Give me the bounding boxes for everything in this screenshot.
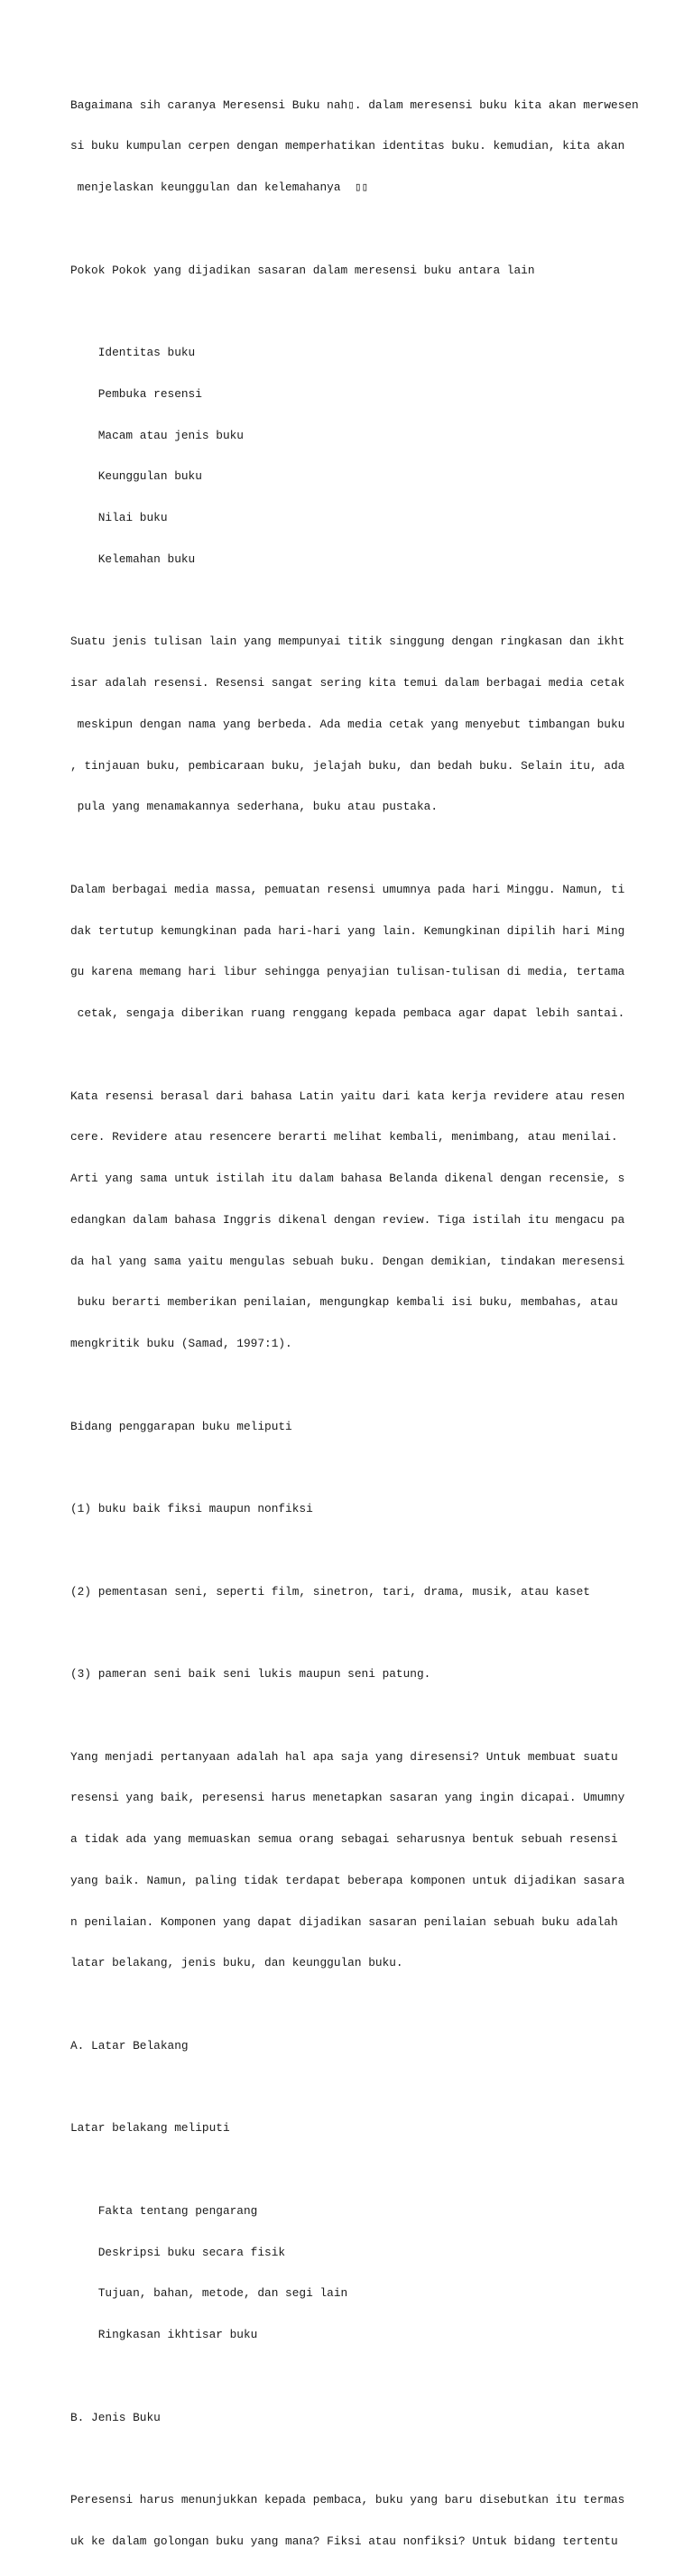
pokok-item: Keunggulan buku <box>70 469 202 484</box>
spacer <box>70 1626 684 1639</box>
bidang-item-3: (3) pameran seni baik seni lukis maupun seni patung. <box>70 1667 431 1681</box>
para1-line: isar adalah resensi. Resensi sangat sering kita temui dalam berbagai media cetak <box>70 676 625 690</box>
spacer <box>70 2369 684 2383</box>
para4-line: n penilaian. Komponen yang dapat dijadikan sasaran penilaian sebuah buku adalah <box>70 1914 618 1929</box>
bidang-heading: Bidang penggarapan buku meliputi <box>70 1419 292 1433</box>
para3-line: Kata resensi berasal dari bahasa Latin yaitu dari kata kerja revidere atau resen <box>70 1089 625 1103</box>
para2-line: dak tertutup kemungkinan pada hari-hari yang lain. Kemungkinan dipilih hari Ming <box>70 923 625 938</box>
latar-item: Fakta tentang pengarang <box>70 2203 258 2218</box>
bidang-item-1: (1) buku baik fiksi maupun nonfiksi <box>70 1502 313 1515</box>
para2-line: Dalam berbagai media massa, pemuatan resensi umumnya pada hari Minggu. Namun, ti <box>70 882 625 896</box>
spacer <box>70 594 684 607</box>
latar-heading: Latar belakang meliputi <box>70 2121 230 2136</box>
para3-line: Arti yang sama untuk istilah itu dalam bahasa Belanda dikenal dengan recensie, s <box>70 1172 625 1185</box>
para4-line: Yang menjadi pertanyaan adalah hal apa saja yang diresensi? Untuk membuat suatu <box>70 1749 618 1764</box>
pokok-item: Kelemahan buku <box>70 551 196 566</box>
spacer <box>70 1997 684 2011</box>
para3-line: edangkan dalam bahasa Inggris dikenal dengan review. Tiga istilah itu mengacu pa <box>70 1212 625 1227</box>
spacer <box>70 1460 684 1474</box>
para1-line: pula yang menamakannya sederhana, buku atau pustaka. <box>70 800 439 814</box>
spacer <box>70 1048 684 1061</box>
spacer <box>70 304 684 318</box>
spacer <box>70 222 684 236</box>
para3-line: buku berarti memberikan penilaian, mengungkap kembali isi buku, membahas, atau <box>70 1295 618 1310</box>
latar-item: Ringkasan ikhtisar buku <box>70 2328 258 2341</box>
para2-line: cetak, sengaja diberikan ruang renggang kepada pembaca agar dapat lebih santai. <box>70 1006 625 1020</box>
para4-line: resensi yang baik, peresensi harus menetapkan sasaran yang ingin dicapai. Umumny <box>70 1791 625 1805</box>
intro-line-2: si buku kumpulan cerpen dengan memperhatikan identitas buku. kemudian, kita akan <box>70 139 625 153</box>
pokok-item: Nilai buku <box>70 511 168 524</box>
spacer <box>70 1709 684 1722</box>
para4-line: latar belakang, jenis buku, dan keunggulan buku. <box>70 1956 403 1970</box>
section-b-heading: B. Jenis Buku <box>70 2410 161 2424</box>
pokok-item: Macam atau jenis buku <box>70 428 244 442</box>
spacer <box>70 2163 684 2176</box>
para4-line: yang baik. Namun, paling tidak terdapat beberapa komponen untuk dijadikan sasara <box>70 1873 625 1887</box>
pokok-item: Identitas buku <box>70 346 196 359</box>
para1-line: meskipun dengan nama yang berbeda. Ada media cetak yang menyebut timbangan buku <box>70 717 625 731</box>
spacer <box>70 1378 684 1392</box>
para5-line: uk ke dalam golongan buku yang mana? Fiksi atau nonfiksi? Untuk bidang tertentu <box>70 2534 618 2548</box>
intro-line-3: menjelaskan keunggulan dan kelemahanya ▯▯ <box>70 181 369 194</box>
para1-line: , tinjauan buku, pembicaraan buku, jelajah buku, dan bedah buku. Selain itu, ada <box>70 758 625 773</box>
para3-line: mengkritik buku (Samad, 1997:1). <box>70 1337 292 1350</box>
para3-line: da hal yang sama yaitu mengulas sebuah buku. Dengan demikian, tindakan meresensi <box>70 1254 625 1268</box>
bidang-item-2: (2) pementasan seni, seperti film, sinetron, tari, drama, musik, atau kaset <box>70 1584 590 1598</box>
spacer <box>70 2080 684 2094</box>
spacer <box>70 1543 684 1557</box>
intro-line-1: Bagaimana sih caranya Meresensi Buku nah▯. dalam meresensi buku kita akan merwesen <box>70 97 639 112</box>
latar-item: Deskripsi buku secara fisik <box>70 2245 286 2259</box>
spacer <box>70 2451 684 2465</box>
section-a-heading: A. Latar Belakang <box>70 2038 189 2052</box>
para5-line: Peresensi harus menunjukkan kepada pembaca, buku yang baru disebutkan itu termas <box>70 2493 625 2507</box>
document-text <box>70 70 684 2576</box>
para1-line: Suatu jenis tulisan lain yang mempunyai titik singgung dengan ringkasan dan ikht <box>70 635 625 649</box>
latar-item: Tujuan, bahan, metode, dan segi lain <box>70 2286 348 2301</box>
spacer <box>70 841 684 855</box>
para4-line: a tidak ada yang memuaskan semua orang sebagai seharusnya bentuk sebuah resensi <box>70 1832 618 1846</box>
pokok-item: Pembuka resensi <box>70 386 202 401</box>
para3-line: cere. Revidere atau resencere berarti melihat kembali, menimbang, atau menilai. <box>70 1130 618 1144</box>
pokok-heading: Pokok Pokok yang dijadikan sasaran dalam meresensi buku antara lain <box>70 263 535 277</box>
para2-line: gu karena memang hari libur sehingga penyajian tulisan-tulisan di media, tertama <box>70 965 625 979</box>
